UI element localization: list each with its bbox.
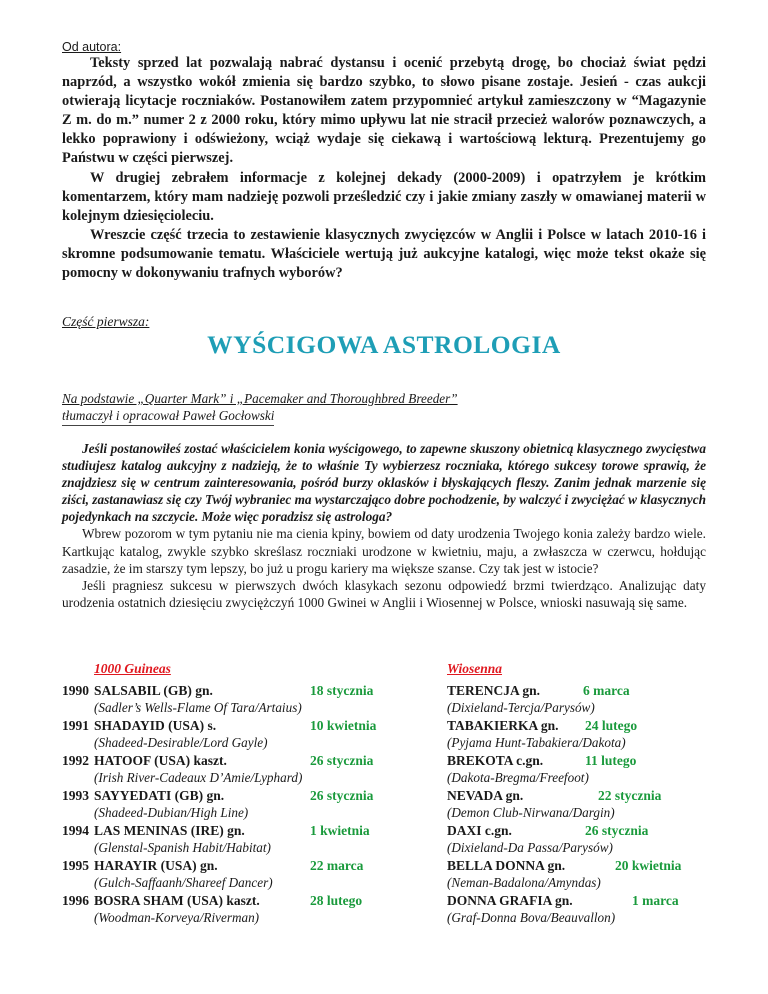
- winner-entry: [0, 718, 768, 754]
- source-credit: [62, 390, 562, 426]
- horse-name: BREKOTA c.gn.: [447, 753, 544, 768]
- year: 1994: [62, 823, 89, 838]
- birth-date: 24 lutego: [585, 718, 638, 733]
- winner-entry: [0, 788, 768, 824]
- article-body: [62, 440, 706, 611]
- horse-name: NEVADA gn.: [447, 788, 524, 803]
- birth-date: 22 marca: [310, 858, 364, 873]
- pedigree: (Woodman-Korveya/Riverman): [94, 910, 260, 925]
- horse-name: SAYYEDATI (GB) gn.: [94, 788, 225, 803]
- birth-date: 26 stycznia: [310, 788, 374, 803]
- birth-date: 1 marca: [632, 893, 679, 908]
- horse-name: DONNA GRAFIA gn.: [447, 893, 573, 908]
- body-paragraph: Wbrew pozorom w tym pytaniu nie ma cienia kpiny, bowiem od daty urodzenia Twojego konia zależy bardzo wiele. Kartkując katalog, zwykle szybko skreślasz roczniaki urodzone w kwietniu, maju, a zwłaszcza w czerwcu, hołdując zasadzie, że im starszy tym lepszy, bo już u progu kariery ma większe szanse. Czy tak jest w istocie?: [62, 526, 706, 576]
- pedigree: (Dixieland-Da Passa/Parysów): [447, 840, 613, 855]
- pedigree: (Shadeed-Dubian/High Line): [94, 805, 249, 820]
- winner-entry: [0, 753, 768, 789]
- horse-name: BELLA DONNA gn.: [447, 858, 566, 873]
- pedigree: (Graf-Donna Bova/Beauvallon): [447, 910, 616, 925]
- birth-date: 22 stycznia: [598, 788, 662, 803]
- horse-name: TERENCJA gn.: [447, 683, 541, 698]
- year: 1996: [62, 893, 89, 908]
- winner-entry: [0, 858, 768, 894]
- horse-name: DAXI c.gn.: [447, 823, 512, 838]
- translator-line: tłumaczył i opracował Paweł Gocłowski: [62, 407, 274, 426]
- birth-date: 26 stycznia: [585, 823, 649, 838]
- article-title: WYŚCIGOWA ASTROLOGIA: [207, 330, 561, 359]
- horse-name: LAS MENINAS (IRE) gn.: [94, 823, 245, 838]
- horse-name: HARAYIR (USA) gn.: [94, 858, 218, 873]
- source-line: Na podstawie „Quarter Mark” i „Pacemaker and Thoroughbred Breeder”: [62, 391, 458, 406]
- year: 1991: [62, 718, 89, 733]
- pedigree: (Demon Club-Nirwana/Dargin): [447, 805, 615, 820]
- lead-paragraph: Jeśli postanowiłeś zostać właścicielem konia wyścigowego, to zapewne skuszony obietnicą klasycznego zwycięstwa studiujesz katalog aukcyjny z nadzieją, że to właśnie Ty wybierzesz roczniaka, którego sukcesy torowe sprawią, że znajdziesz się w centrum zainteresowania, pośród burzy oklasków i błyskających fleszy. Zanim jednak marzenie się ziści, zastanawiasz się czy Twój wybraniec ma wystarczająco dobre pochodzenie, by walczyć i zwyciężać w klasycznych pojedynkach na szczycie. Może więc poradzisz się astrologa?: [62, 441, 706, 525]
- pedigree: (Glenstal-Spanish Habit/Habitat): [94, 840, 271, 855]
- horse-name: HATOOF (USA) kaszt.: [94, 753, 227, 768]
- year: 1990: [62, 683, 89, 698]
- pedigree: (Dakota-Bregma/Freefoot): [447, 770, 589, 785]
- pedigree: (Shadeed-Desirable/Lord Gayle): [94, 735, 268, 750]
- author-label: Od autora:: [62, 40, 122, 54]
- year: 1993: [62, 788, 89, 803]
- winner-entry: [0, 683, 768, 719]
- intro-paragraph: Wreszcie część trzecia to zestawienie klasycznych zwycięzców w Anglii i Polsce w latach 2010-16 i skromne podsumowanie tematu. Właściciele wertują już aukcyjne katalogi, więc może tekst okaże się pomocny w dokonywaniu trafnych wyborów?: [62, 226, 706, 282]
- column-heading-wiosenna: Wiosenna: [447, 661, 503, 676]
- birth-date: 10 kwietnia: [310, 718, 377, 733]
- horse-name: SHADAYID (USA) s.: [94, 718, 217, 733]
- pedigree: (Neman-Badalona/Amyndas): [447, 875, 601, 890]
- horse-name: TABAKIERKA gn.: [447, 718, 559, 733]
- column-heading-1000-guineas: 1000 Guineas: [94, 661, 171, 676]
- intro-paragraph: W drugiej zebrałem informacje z kolejnej dekady (2000-2009) i opatrzyłem je krótkim komentarzem, który mam nadzieję pozwoli prześledzić czy i jakie zmiany zaszły w omawianej materii w kolejnym dziesięcioleciu.: [62, 169, 706, 224]
- birth-date: 26 stycznia: [310, 753, 374, 768]
- pedigree: (Gulch-Saffaanh/Shareef Dancer): [94, 875, 273, 890]
- pedigree: (Dixieland-Tercja/Parysów): [447, 700, 595, 715]
- birth-date: 28 lutego: [310, 893, 363, 908]
- year: 1992: [62, 753, 89, 768]
- birth-date: 20 kwietnia: [615, 858, 682, 873]
- birth-date: 11 lutego: [585, 753, 637, 768]
- part-label: Część pierwsza:: [62, 314, 150, 329]
- intro-section: [62, 54, 706, 283]
- pedigree: (Sadler’s Wells-Flame Of Tara/Artaius): [94, 700, 302, 715]
- year: 1995: [62, 858, 89, 873]
- horse-name: BOSRA SHAM (USA) kaszt.: [94, 893, 260, 908]
- body-paragraph: Jeśli pragniesz sukcesu w pierwszych dwóch klasykach sezonu odpowiedź brzmi twierdząco. Analizując daty urodzenia ostatnich dziesięciu zwyciężczyń 1000 Gwinei w Anglii i Wiosennej w Polsce, wnioski nasuwają się same.: [62, 577, 706, 610]
- intro-paragraph: Teksty sprzed lat pozwalają nabrać dystansu i ocenić przebytą drogę, bo chociaż świat pędzi naprzód, a wszystko wokół zmienia się bardzo szybko, to słowo pisane zostaje. Jesień - czas aukcji otwierają licytacje roczniaków. Postanowiłem zatem przypomnieć artykuł zamieszczony w “Magazynie Z m. do m.” numer 2 z 2000 roku, który mimo upływu lat nie stracił przecież walorów poznawczych, a lekko poprawiony i odświeżony, wciąż wydaje się ciekawą i wartościową lekturą. Prezentujemy go Państwu w części pierwszej.: [62, 55, 706, 167]
- pedigree: (Irish River-Cadeaux D’Amie/Lyphard): [94, 770, 303, 785]
- horse-name: SALSABIL (GB) gn.: [94, 683, 213, 698]
- birth-date: 6 marca: [583, 683, 630, 698]
- birth-date: 18 stycznia: [310, 683, 374, 698]
- winner-entry: [0, 823, 768, 859]
- birth-date: 1 kwietnia: [310, 823, 370, 838]
- winner-entry: [0, 893, 768, 929]
- pedigree: (Pyjama Hunt-Tabakiera/Dakota): [447, 735, 626, 750]
